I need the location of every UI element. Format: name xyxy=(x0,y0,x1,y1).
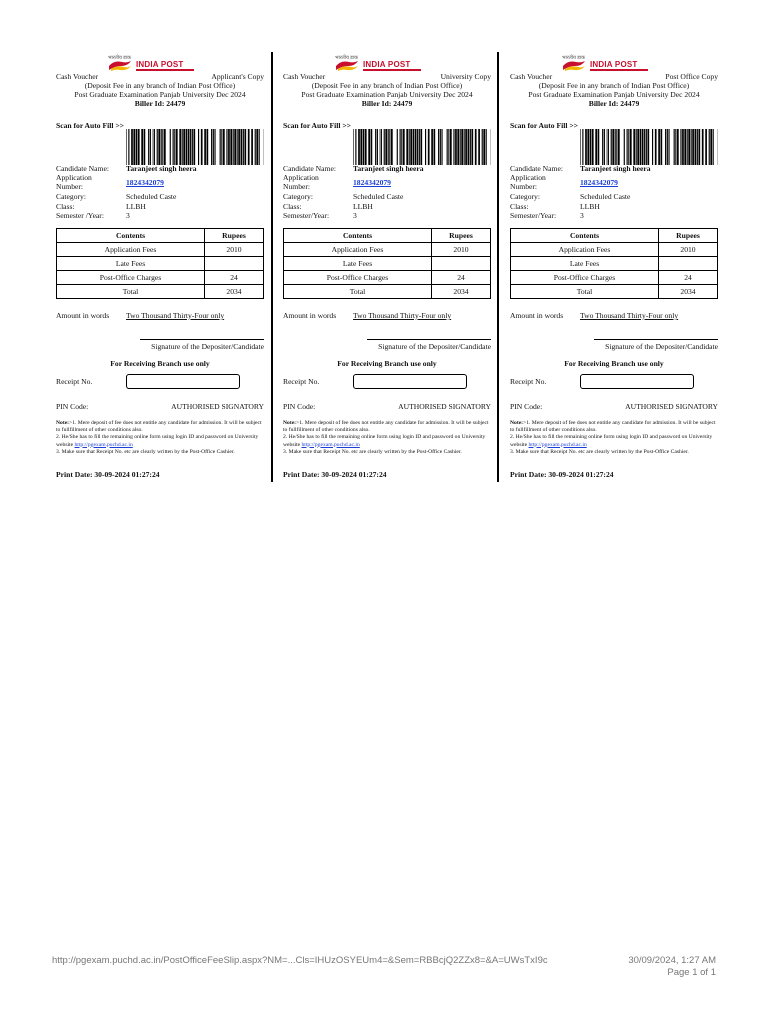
logo-underline xyxy=(136,69,194,71)
receipt-label: Receipt No. xyxy=(56,377,93,386)
class-label: Class: xyxy=(283,202,302,211)
total-value: 2034 xyxy=(432,285,491,299)
app-number-label: Application xyxy=(56,173,92,182)
category-label: Category: xyxy=(56,192,86,201)
fees-table xyxy=(510,228,718,299)
fee-value: 24 xyxy=(659,271,718,285)
category-value: Scheduled Caste xyxy=(580,192,631,201)
table-row xyxy=(57,285,264,299)
pin-code-label: PIN Code: xyxy=(510,402,543,411)
divider-line xyxy=(271,52,273,482)
scan-label: Scan for Auto Fill >> xyxy=(510,121,579,130)
col-contents: Contents xyxy=(57,229,205,243)
app-number-label: Application xyxy=(283,173,319,182)
total-label: Total xyxy=(57,285,205,299)
fee-label: Late Fees xyxy=(57,257,205,271)
university-website-link[interactable]: http://pgexam.puchd.ac.in xyxy=(528,441,587,448)
barcode xyxy=(353,129,491,165)
logo-text: INDIA POST xyxy=(363,60,411,69)
application-number-link[interactable]: 1824342079 xyxy=(126,178,164,187)
table-row xyxy=(57,257,264,271)
university-website-link[interactable]: http://pgexam.puchd.ac.in xyxy=(74,441,133,448)
logo-underline xyxy=(590,69,648,71)
authorised-signatory: AUTHORISED SIGNATORY xyxy=(625,402,718,411)
table-row xyxy=(284,271,491,285)
barcode xyxy=(580,129,718,165)
class-label: Class: xyxy=(56,202,75,211)
branch-use-heading: For Receiving Branch use only xyxy=(337,359,437,368)
receipt-box xyxy=(353,374,467,389)
biller-id: Biller Id: 24479 xyxy=(361,99,413,108)
class-label: Class: xyxy=(510,202,529,211)
app-number-label-2: Number: xyxy=(510,182,537,191)
fee-value: 2010 xyxy=(205,243,264,257)
total-label: Total xyxy=(511,285,659,299)
signature-label: Signature of the Depositer/Candidate xyxy=(605,342,718,351)
signature-label: Signature of the Depositer/Candidate xyxy=(151,342,264,351)
amount-words-label: Amount in words xyxy=(283,311,337,320)
india-post-emblem-icon xyxy=(562,59,586,72)
voucher-title: Cash Voucher xyxy=(510,72,553,81)
scan-label: Scan for Auto Fill >> xyxy=(283,121,352,130)
copy-type: Post Office Copy xyxy=(665,72,718,81)
semester-label: Semester /Year: xyxy=(56,211,104,220)
fee-value: 24 xyxy=(432,271,491,285)
biller-id: Biller Id: 24479 xyxy=(134,99,186,108)
fee-label: Post-Office Charges xyxy=(57,271,205,285)
pin-code-label: PIN Code: xyxy=(283,402,316,411)
receipt-box xyxy=(126,374,240,389)
print-date: Print Date: 30-09-2024 01:27:24 xyxy=(283,470,387,479)
table-row xyxy=(57,271,264,285)
footer-url: http://pgexam.puchd.ac.in/PostOfficeFeeSlip.aspx?NM=...Cls=IHUzOSYEUm4=&Sem=RBBcjQ2ZZx8=&A=UWsTxI9c xyxy=(52,955,548,966)
logo-underline xyxy=(363,69,421,71)
name-label: Candidate Name: xyxy=(56,164,109,173)
total-value: 2034 xyxy=(659,285,718,299)
category-label: Category: xyxy=(283,192,313,201)
application-number-link[interactable]: 1824342079 xyxy=(353,178,391,187)
table-row xyxy=(284,257,491,271)
notes: Note:>1. Mere deposit of fee does not entitle any candidate for admission. It will be subject to fullfillment of other conditions also. 2. He/She has to fill the remaining online form using login ID and password on University website http://pgexam.puchd.ac.in 3. Make sure that Receipt No. etc are clearly written by the Post-Office Cashier. xyxy=(283,420,489,455)
india-post-logo xyxy=(335,54,435,74)
copy-type: University Copy xyxy=(440,72,491,81)
fee-value xyxy=(659,257,718,271)
footer-right xyxy=(628,955,716,979)
candidate-name: Taranjeet singh heera xyxy=(126,164,197,173)
class-value: LLBH xyxy=(126,202,146,211)
app-number-label-2: Number: xyxy=(56,182,83,191)
category-value: Scheduled Caste xyxy=(353,192,404,201)
table-row xyxy=(284,243,491,257)
signature-line xyxy=(594,339,718,340)
divider-line xyxy=(497,52,499,482)
candidate-name: Taranjeet singh heera xyxy=(353,164,424,173)
class-value: LLBH xyxy=(353,202,373,211)
scan-label: Scan for Auto Fill >> xyxy=(56,121,125,130)
exam-title: Post Graduate Examination Panjab University Dec 2024 xyxy=(74,90,246,99)
india-post-emblem-icon xyxy=(108,59,132,72)
exam-title: Post Graduate Examination Panjab University Dec 2024 xyxy=(301,90,473,99)
print-date: Print Date: 30-09-2024 01:27:24 xyxy=(56,470,160,479)
university-website-link[interactable]: http://pgexam.puchd.ac.in xyxy=(301,441,360,448)
name-label: Candidate Name: xyxy=(283,164,336,173)
amount-words-label: Amount in words xyxy=(56,311,110,320)
fees-table xyxy=(283,228,491,299)
logo-text: INDIA POST xyxy=(590,60,638,69)
fee-value xyxy=(432,257,491,271)
semester-value: 3 xyxy=(580,211,584,220)
table-row xyxy=(511,271,718,285)
table-row xyxy=(511,285,718,299)
semester-value: 3 xyxy=(126,211,130,220)
col-rupees: Rupees xyxy=(205,229,264,243)
biller-id: Biller Id: 24479 xyxy=(588,99,640,108)
notes: Note:>1. Mere deposit of fee does not entitle any candidate for admission. It will be subject to fullfillment of other conditions also. 2. He/She has to fill the remaining online form using login ID and password on University website http://pgexam.puchd.ac.in 3. Make sure that Receipt No. etc are clearly written by the Post-Office Cashier. xyxy=(56,420,262,455)
fee-value xyxy=(205,257,264,271)
table-row xyxy=(511,243,718,257)
signature-label: Signature of the Depositer/Candidate xyxy=(378,342,491,351)
app-number-label: Application xyxy=(510,173,546,182)
footer-page-number: Page 1 of 1 xyxy=(667,967,716,978)
print-date: Print Date: 30-09-2024 01:27:24 xyxy=(510,470,614,479)
barcode xyxy=(126,129,264,165)
fee-label: Late Fees xyxy=(284,257,432,271)
receipt-box xyxy=(580,374,694,389)
class-value: LLBH xyxy=(580,202,600,211)
copy-type: Applicant's Copy xyxy=(211,72,264,81)
deposit-note: (Deposit Fee in any branch of Indian Post Office) xyxy=(311,81,463,90)
amount-words-value: Two Thousand Thirty-Four only xyxy=(353,311,452,320)
category-label: Category: xyxy=(510,192,540,201)
footer-datetime: 30/09/2024, 1:27 AM xyxy=(628,955,716,966)
table-row xyxy=(284,285,491,299)
logo-hindi-text: भारतीय डाक xyxy=(108,56,131,61)
fee-label: Late Fees xyxy=(511,257,659,271)
candidate-name: Taranjeet singh heera xyxy=(580,164,651,173)
india-post-logo xyxy=(562,54,662,74)
voucher-title: Cash Voucher xyxy=(56,72,99,81)
semester-label: Semester/Year: xyxy=(283,211,330,220)
fee-value: 24 xyxy=(205,271,264,285)
notes: Note:>1. Mere deposit of fee does not entitle any candidate for admission. It will be subject to fullfillment of other conditions also. 2. He/She has to fill the remaining online form using login ID and password on University website http://pgexam.puchd.ac.in 3. Make sure that Receipt No. etc are clearly written by the Post-Office Cashier. xyxy=(510,420,716,455)
table-row xyxy=(57,243,264,257)
semester-value: 3 xyxy=(353,211,357,220)
branch-use-heading: For Receiving Branch use only xyxy=(564,359,664,368)
app-number-label-2: Number: xyxy=(283,182,310,191)
fee-label: Post-Office Charges xyxy=(284,271,432,285)
col-contents: Contents xyxy=(284,229,432,243)
table-row xyxy=(511,257,718,271)
deposit-note: (Deposit Fee in any branch of Indian Post Office) xyxy=(84,81,236,90)
pin-code-label: PIN Code: xyxy=(56,402,89,411)
name-label: Candidate Name: xyxy=(510,164,563,173)
fee-value: 2010 xyxy=(432,243,491,257)
fees-table xyxy=(56,228,264,299)
receipt-label: Receipt No. xyxy=(510,377,547,386)
fee-label: Application Fees xyxy=(511,243,659,257)
signature-line xyxy=(367,339,491,340)
fee-label: Application Fees xyxy=(57,243,205,257)
receipt-label: Receipt No. xyxy=(283,377,320,386)
semester-label: Semester/Year: xyxy=(510,211,557,220)
authorised-signatory: AUTHORISED SIGNATORY xyxy=(171,402,264,411)
deposit-note: (Deposit Fee in any branch of Indian Post Office) xyxy=(538,81,690,90)
signature-line xyxy=(140,339,264,340)
india-post-emblem-icon xyxy=(335,59,359,72)
amount-words-label: Amount in words xyxy=(510,311,564,320)
col-contents: Contents xyxy=(511,229,659,243)
logo-hindi-text: भारतीय डाक xyxy=(335,56,358,61)
fee-value: 2010 xyxy=(659,243,718,257)
fee-label: Application Fees xyxy=(284,243,432,257)
fee-label: Post-Office Charges xyxy=(511,271,659,285)
logo-hindi-text: भारतीय डाक xyxy=(562,56,585,61)
india-post-logo xyxy=(108,54,208,74)
authorised-signatory: AUTHORISED SIGNATORY xyxy=(398,402,491,411)
category-value: Scheduled Caste xyxy=(126,192,177,201)
amount-words-value: Two Thousand Thirty-Four only xyxy=(580,311,679,320)
total-label: Total xyxy=(284,285,432,299)
col-rupees: Rupees xyxy=(659,229,718,243)
branch-use-heading: For Receiving Branch use only xyxy=(110,359,210,368)
col-rupees: Rupees xyxy=(432,229,491,243)
application-number-link[interactable]: 1824342079 xyxy=(580,178,618,187)
amount-words-value: Two Thousand Thirty-Four only xyxy=(126,311,225,320)
logo-text: INDIA POST xyxy=(136,60,184,69)
exam-title: Post Graduate Examination Panjab University Dec 2024 xyxy=(528,90,700,99)
total-value: 2034 xyxy=(205,285,264,299)
voucher-title: Cash Voucher xyxy=(283,72,326,81)
